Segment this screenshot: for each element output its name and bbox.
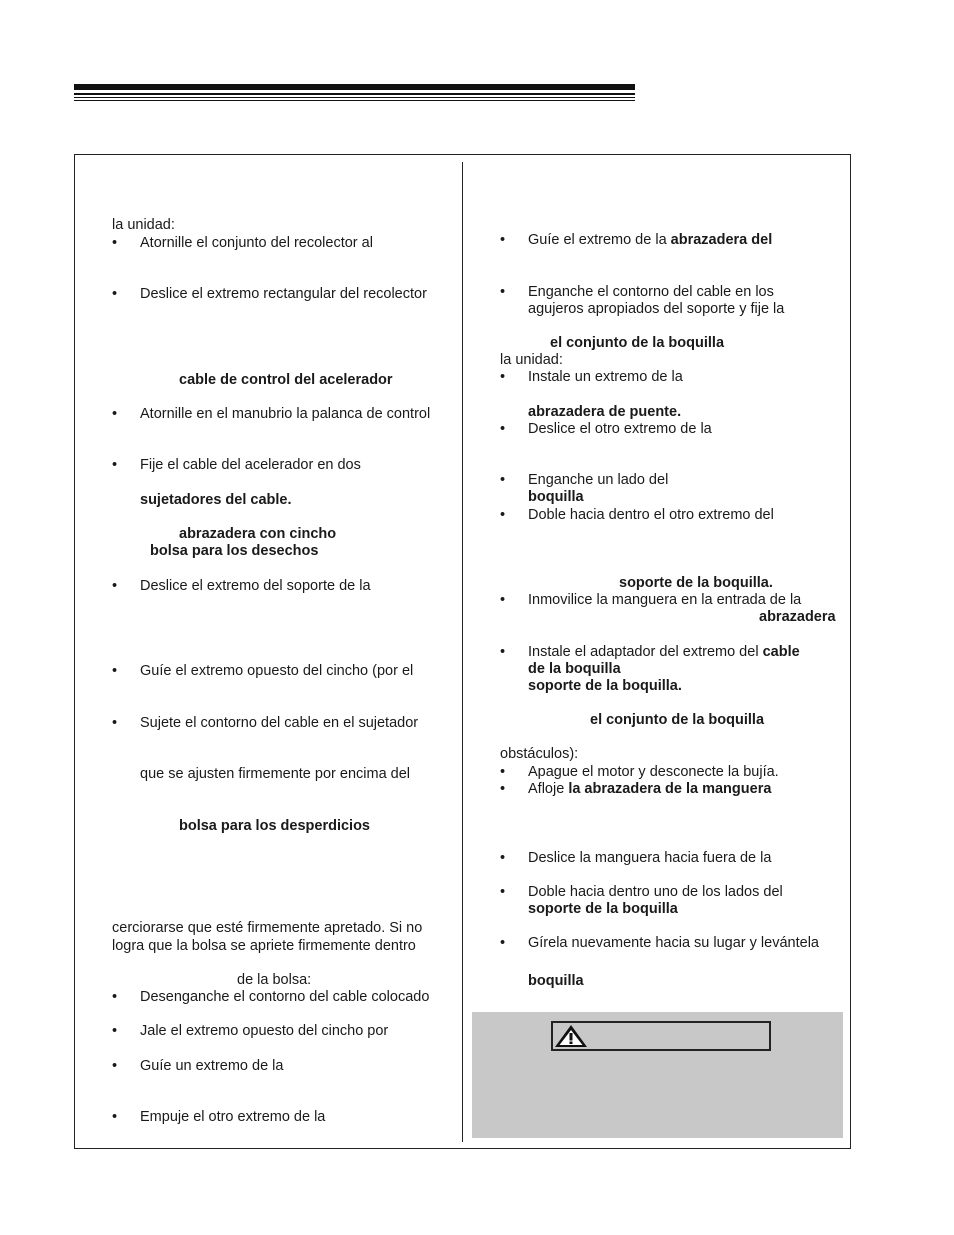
bullet: • [500, 369, 506, 385]
left-bullet-text: Empuje el otro extremo de la [140, 1109, 326, 1125]
right-bold-term: soporte de la boquilla [528, 901, 678, 917]
bullet: • [500, 935, 506, 951]
bold-run: abrazadera del [670, 232, 773, 248]
text-run: Afloje [528, 781, 569, 797]
left-bullet-text: Deslice el extremo rectangular del recolector [140, 286, 427, 302]
right-bold-term: boquilla [528, 973, 584, 989]
right-bullet-text: Enganche un lado del [528, 472, 669, 488]
right-bullet-text: Enganche el contorno del cable en los [528, 284, 774, 300]
bullet: • [112, 286, 118, 302]
bullet: • [112, 663, 118, 679]
bullet: • [112, 1058, 118, 1074]
text-run: Guíe el extremo de la [528, 232, 671, 248]
bold-run: la abrazadera de la manguera [568, 781, 772, 797]
right-bullet-text [528, 781, 771, 798]
header-rule-3 [74, 100, 635, 101]
right-bullet-text: Deslice el otro extremo de la [528, 421, 712, 437]
header-rule-thick [74, 84, 635, 90]
right-text-line: agujeros apropiados del soporte y fije la [528, 301, 785, 317]
bullet: • [112, 578, 118, 594]
right-bold-term: de la boquilla [528, 661, 621, 677]
left-bullet-text: Atornille el conjunto del recolector al [140, 235, 373, 251]
bullet: • [500, 644, 506, 660]
left-text-line: cerciorarse que esté firmemente apretado. Si no [112, 920, 423, 936]
text-run: Instale el adaptador del extremo del [528, 644, 763, 660]
right-bullet-text: Inmovilice la manguera en la entrada de la [528, 592, 802, 608]
right-bold-term: abrazadera [759, 609, 836, 625]
left-text-line: que se ajusten firmemente por encima del [140, 766, 411, 782]
bullet: • [112, 989, 118, 1005]
left-bold-term: cable de control del acelerador [179, 372, 393, 388]
right-text-line: obstáculos): [500, 746, 579, 762]
left-bullet-text: Deslice el extremo del soporte de la [140, 578, 371, 594]
bullet: • [500, 284, 506, 300]
left-text-line: logra que la bolsa se apriete firmemente dentro [112, 938, 416, 954]
right-bullet-text [528, 232, 772, 249]
right-bold-term: el conjunto de la boquilla [550, 335, 725, 351]
right-bold-term: soporte de la boquilla. [619, 575, 773, 591]
bullet: • [112, 715, 118, 731]
right-bullet-text: Gírela nuevamente hacia su lugar y levántela [528, 935, 819, 951]
bullet: • [112, 235, 118, 251]
right-bullet-text: Instale un extremo de la [528, 369, 683, 385]
bullet: • [500, 764, 506, 780]
right-bullet-text: Doble hacia dentro el otro extremo del [528, 507, 774, 523]
right-bold-term: el conjunto de la boquilla [590, 712, 765, 728]
right-bullet-text [528, 644, 800, 661]
bullet: • [112, 1109, 118, 1125]
left-bullet-text: Sujete el contorno del cable en el sujetador [140, 715, 419, 731]
header-rule-2 [74, 97, 635, 98]
left-bold-term: bolsa para los desperdicios [179, 818, 370, 834]
bold-run: cable [762, 644, 800, 660]
right-bullet-text: Apague el motor y desconecte la bujía. [528, 764, 779, 780]
right-bold-term: abrazadera de puente. [528, 404, 682, 420]
bullet: • [112, 457, 118, 473]
left-bold-term: sujetadores del cable. [140, 492, 292, 508]
left-text-line: de la bolsa: [237, 972, 312, 988]
bullet: • [500, 592, 506, 608]
column-divider [462, 162, 463, 1142]
right-bullet-text: Doble hacia dentro uno de los lados del [528, 884, 783, 900]
header-rule-1 [74, 93, 635, 95]
left-bullet-text: Jale el extremo opuesto del cincho por [140, 1023, 389, 1039]
right-bold-term: boquilla [528, 489, 584, 505]
left-bullet-text: Desenganche el contorno del cable colocado [140, 989, 430, 1005]
warning-triangle-icon [554, 1024, 588, 1048]
bullet: • [500, 850, 506, 866]
left-bullet-text: Guíe el extremo opuesto del cincho (por el [140, 663, 414, 679]
bullet: • [500, 781, 506, 797]
left-text-line: la unidad: [112, 217, 175, 233]
right-text-line: la unidad: [500, 352, 563, 368]
bullet: • [112, 1023, 118, 1039]
bullet: • [500, 507, 506, 523]
bullet: • [500, 421, 506, 437]
bullet: • [112, 406, 118, 422]
bullet: • [500, 472, 506, 488]
left-bullet-text: Guíe un extremo de la [140, 1058, 284, 1074]
left-bullet-text: Fije el cable del acelerador en dos [140, 457, 361, 473]
bullet: • [500, 884, 506, 900]
bullet: • [500, 232, 506, 248]
left-bold-term: abrazadera con cincho [179, 526, 337, 542]
right-bold-term: soporte de la boquilla. [528, 678, 682, 694]
left-bold-term: bolsa para los desechos [150, 543, 319, 559]
left-bullet-text: Atornille en el manubrio la palanca de control [140, 406, 431, 422]
right-bullet-text: Deslice la manguera hacia fuera de la [528, 850, 772, 866]
